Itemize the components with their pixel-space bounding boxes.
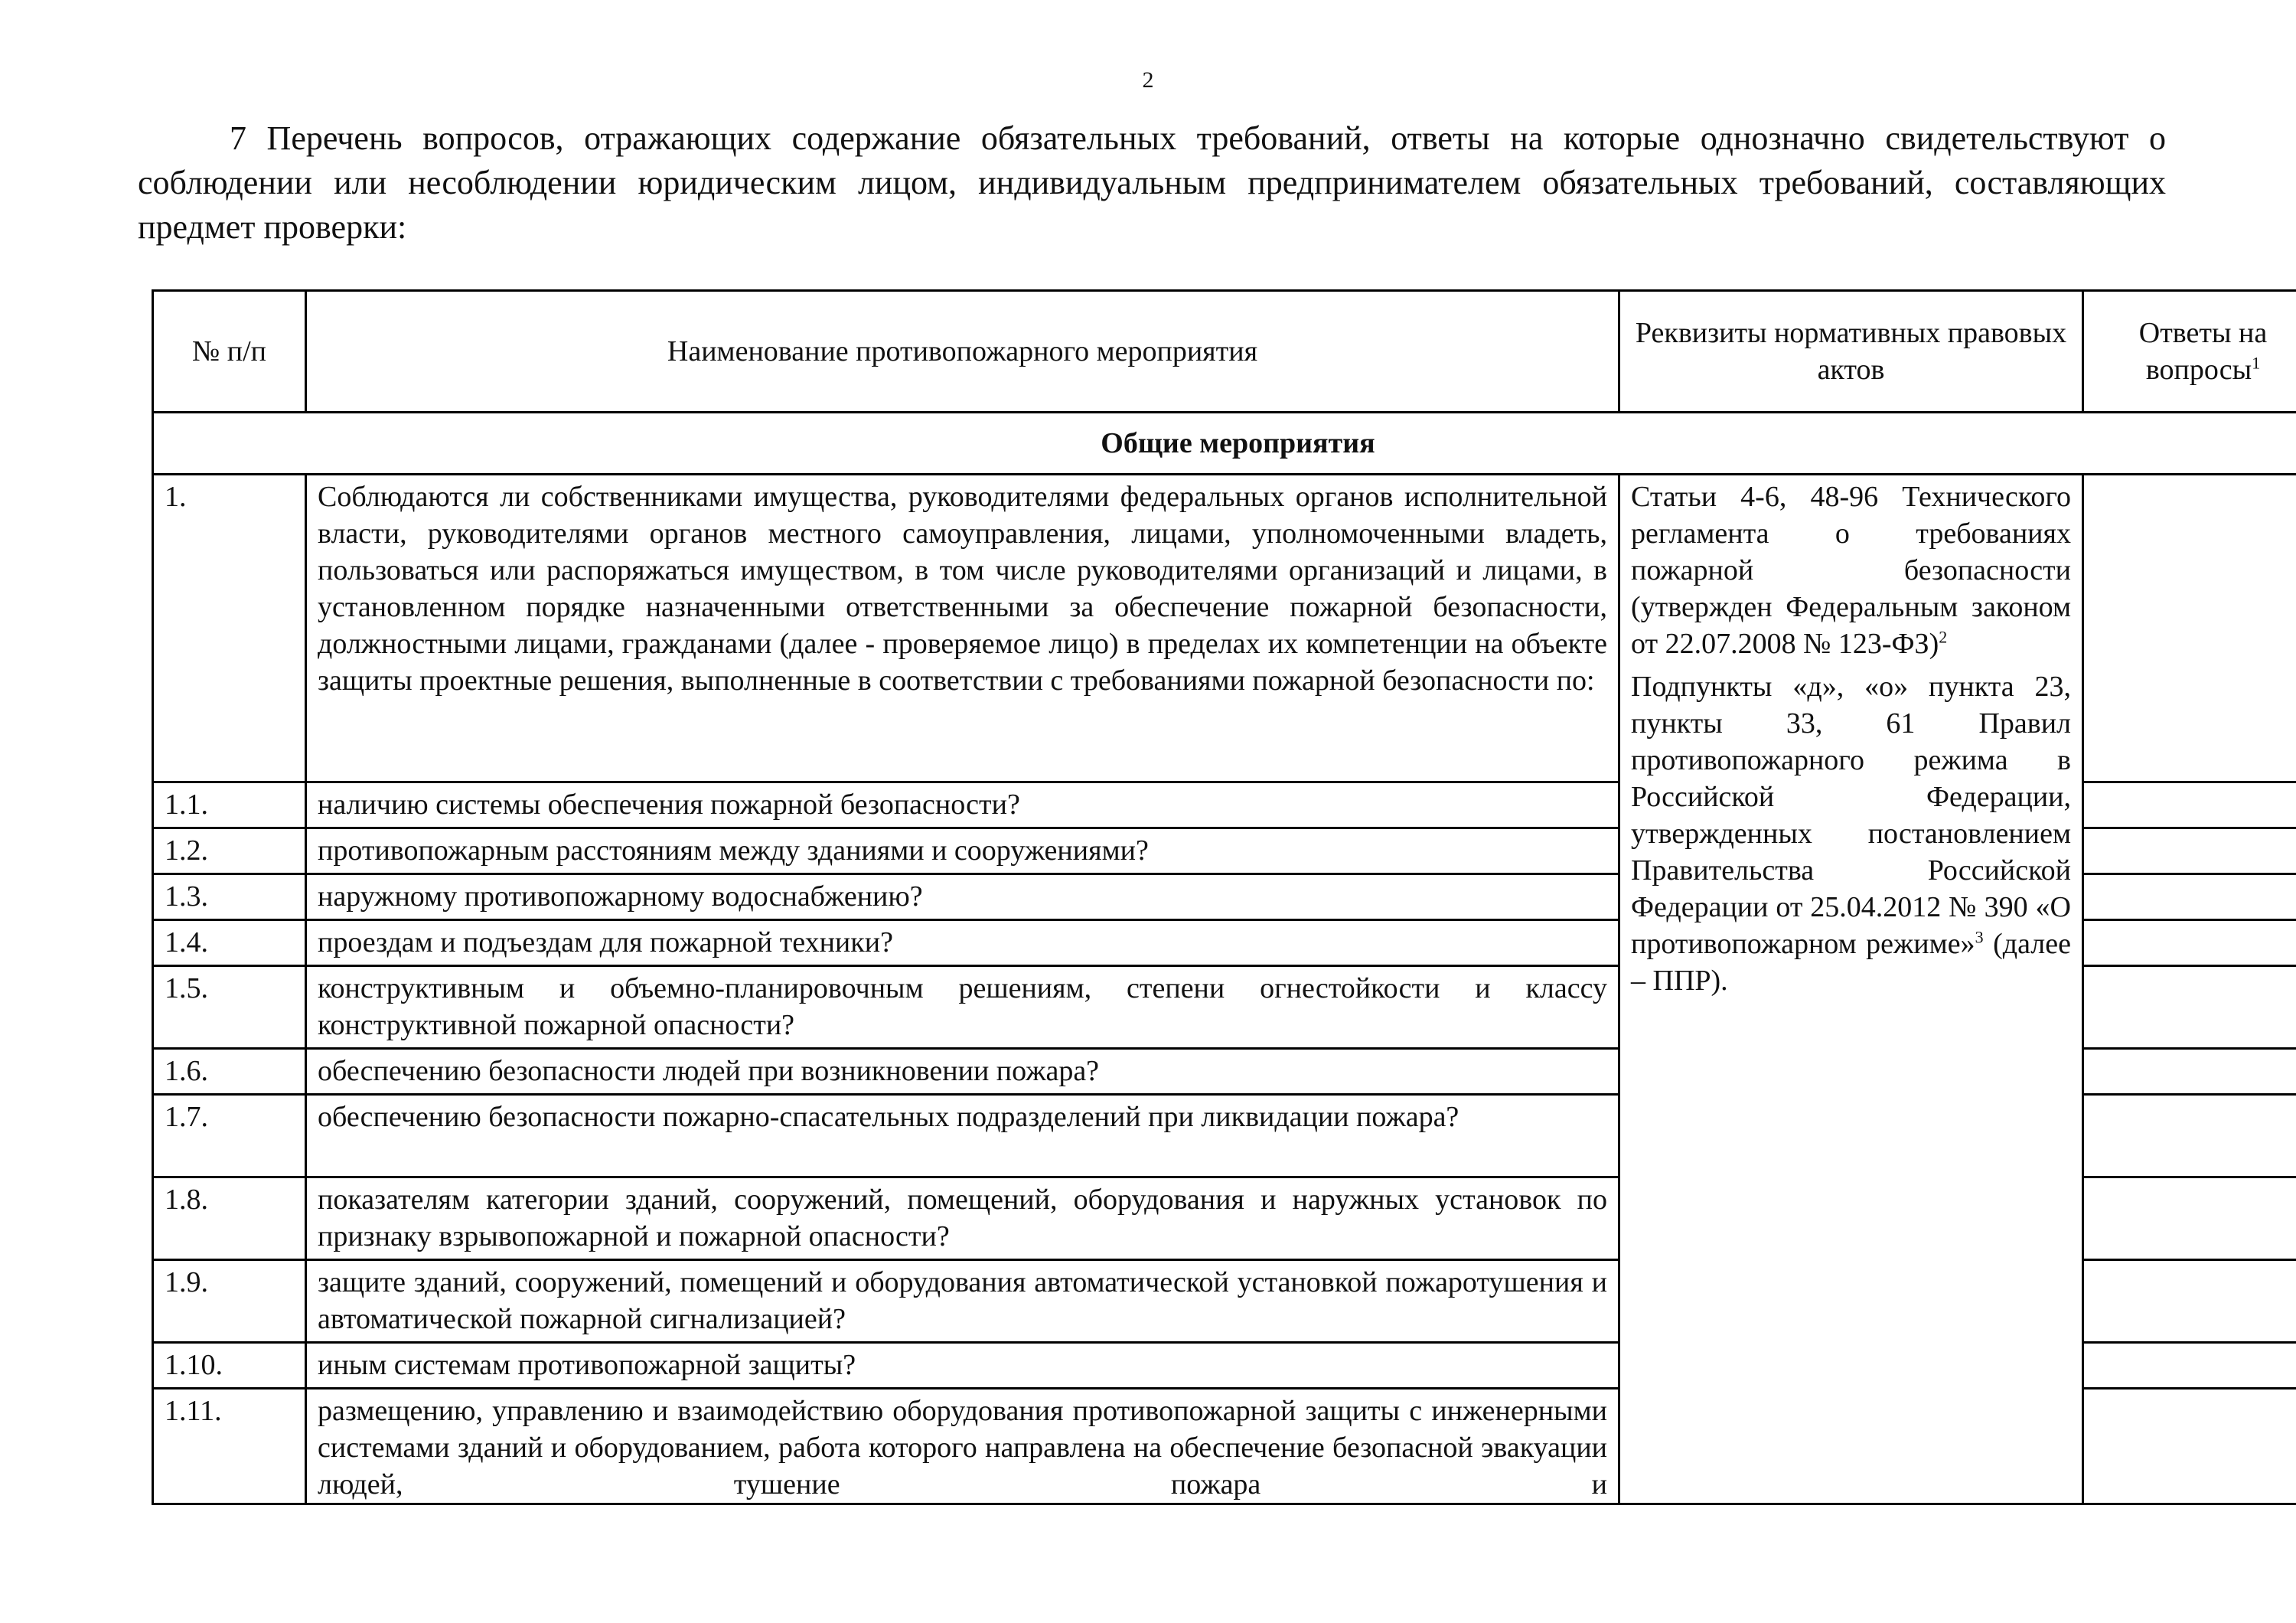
table-row (153, 475, 2296, 782)
row-number: 1.8. (153, 1177, 306, 1260)
header-requisites: Реквизиты нормативных правовых актов (1619, 291, 2083, 413)
row-text: защите зданий, сооружений, помещений и оборудования автоматической установкой пожаротушения и автоматической пожарной сигнализацией? (306, 1260, 1619, 1343)
row-text: проездам и подъездам для пожарной техники? (306, 920, 1619, 966)
row-text: противопожарным расстояниям между зданиями и сооружениями? (306, 828, 1619, 874)
requisites-ppr: Подпункты «д», «о» пункта 23, пункты 33, 61 Правил противопожарного режима в Российской Федерации, утвержденных постановлением Правительства Российской Федерации от 25.04.2012 № 390 «О противопожарном режиме» (1631, 671, 2071, 960)
answer-cell[interactable] (2083, 1343, 2296, 1389)
answer-cell[interactable] (2083, 475, 2296, 782)
row-text: наличию системы обеспечения пожарной безопасности? (306, 782, 1619, 828)
row-number: 1.4. (153, 920, 306, 966)
answer-cell[interactable] (2083, 920, 2296, 966)
header-name: Наименование противопожарного мероприятия (306, 291, 1619, 413)
row-text: обеспечению безопасности людей при возникновении пожара? (306, 1049, 1619, 1095)
answer-cell[interactable] (2083, 1049, 2296, 1095)
section-title: Общие мероприятия (153, 413, 2296, 475)
row-text: размещению, управлению и взаимодействию оборудования противопожарной защиты с инженерными системами зданий и оборудованием, работа которого направлена на обеспечение безопасной эвакуации людей, тушение пожара и (318, 1395, 1607, 1500)
footnote-mark: 3 (1975, 927, 1984, 947)
row-number: 1.1. (153, 782, 306, 828)
answer-cell[interactable] (2083, 782, 2296, 828)
row-text-cell (306, 1389, 1619, 1504)
intro-paragraph: 7 Перечень вопросов, отражающих содержание обязательных требований, ответы на которые однозначно свидетельствуют о соблюдении или несоблюдении юридическим лицом, индивидуальным предпринимателем обязательных требований, составляющих предмет проверки: (138, 119, 2166, 246)
row-number: 1.10. (153, 1343, 306, 1389)
header-num: № п/п (153, 291, 306, 413)
section-row (153, 413, 2296, 475)
footnote-mark: 1 (2252, 353, 2261, 373)
footnote-mark: 2 (1939, 627, 1948, 647)
row-text: конструктивным и объемно-планировочным решениям, степени огнестойкости и классу конструктивной пожарной опасности? (306, 966, 1619, 1049)
requisites-ppr-suffix: (далее – ППР). (1631, 928, 2072, 997)
table-header-row (153, 291, 2296, 413)
checklist-table (152, 289, 2296, 1505)
answer-cell[interactable] (2083, 828, 2296, 874)
row-number: 1.11. (153, 1389, 306, 1504)
page-number: 2 (1142, 67, 1154, 93)
row-number: 1. (153, 475, 306, 782)
answer-cell[interactable] (2083, 1095, 2296, 1177)
row-text: наружному противопожарному водоснабжению? (306, 874, 1619, 920)
row-text: обеспечению безопасности пожарно-спасательных подразделений при ликвидации пожара? (306, 1095, 1619, 1177)
row-text: показателям категории зданий, сооружений, помещений, оборудования и наружных установок по признаку взрывопожарной и пожарной опасности? (306, 1177, 1619, 1260)
requisites-tech-regulation: Статьи 4-6, 48-96 Технического регламента о требованиях пожарной безопасности (утвержден Федеральным законом от 22.07.2008 № 123-ФЗ) (1631, 481, 2071, 660)
row-number: 1.7. (153, 1095, 306, 1177)
answer-cell[interactable] (2083, 1177, 2296, 1260)
requisites-cell (1619, 475, 2083, 1504)
answer-cell[interactable] (2083, 874, 2296, 920)
row-number: 1.2. (153, 828, 306, 874)
row-number: 1.6. (153, 1049, 306, 1095)
row-text: иным системам противопожарной защиты? (306, 1343, 1619, 1389)
row-number: 1.5. (153, 966, 306, 1049)
row-number: 1.9. (153, 1260, 306, 1343)
row-number: 1.3. (153, 874, 306, 920)
answer-cell[interactable] (2083, 1389, 2296, 1504)
row-text: Соблюдаются ли собственниками имущества, руководителями федеральных органов исполнительной власти, руководителями органов местного самоуправления, лицами, уполномоченными владеть, пользоваться или распоряжаться имуществом, в том числе руководителями организаций и лицами, в установленном порядке назначенными ответственными за обеспечение пожарной безопасности, должностными лицами, гражданами (далее - проверяемое лицо) в пределах их компетенции на объекте защиты проектные решения, выполненные в соответствии с требованиями пожарной безопасности по: (306, 475, 1619, 782)
answer-cell[interactable] (2083, 1260, 2296, 1343)
answer-cell[interactable] (2083, 966, 2296, 1049)
header-answers: Ответы на вопросы$^1$ (2083, 291, 2296, 413)
